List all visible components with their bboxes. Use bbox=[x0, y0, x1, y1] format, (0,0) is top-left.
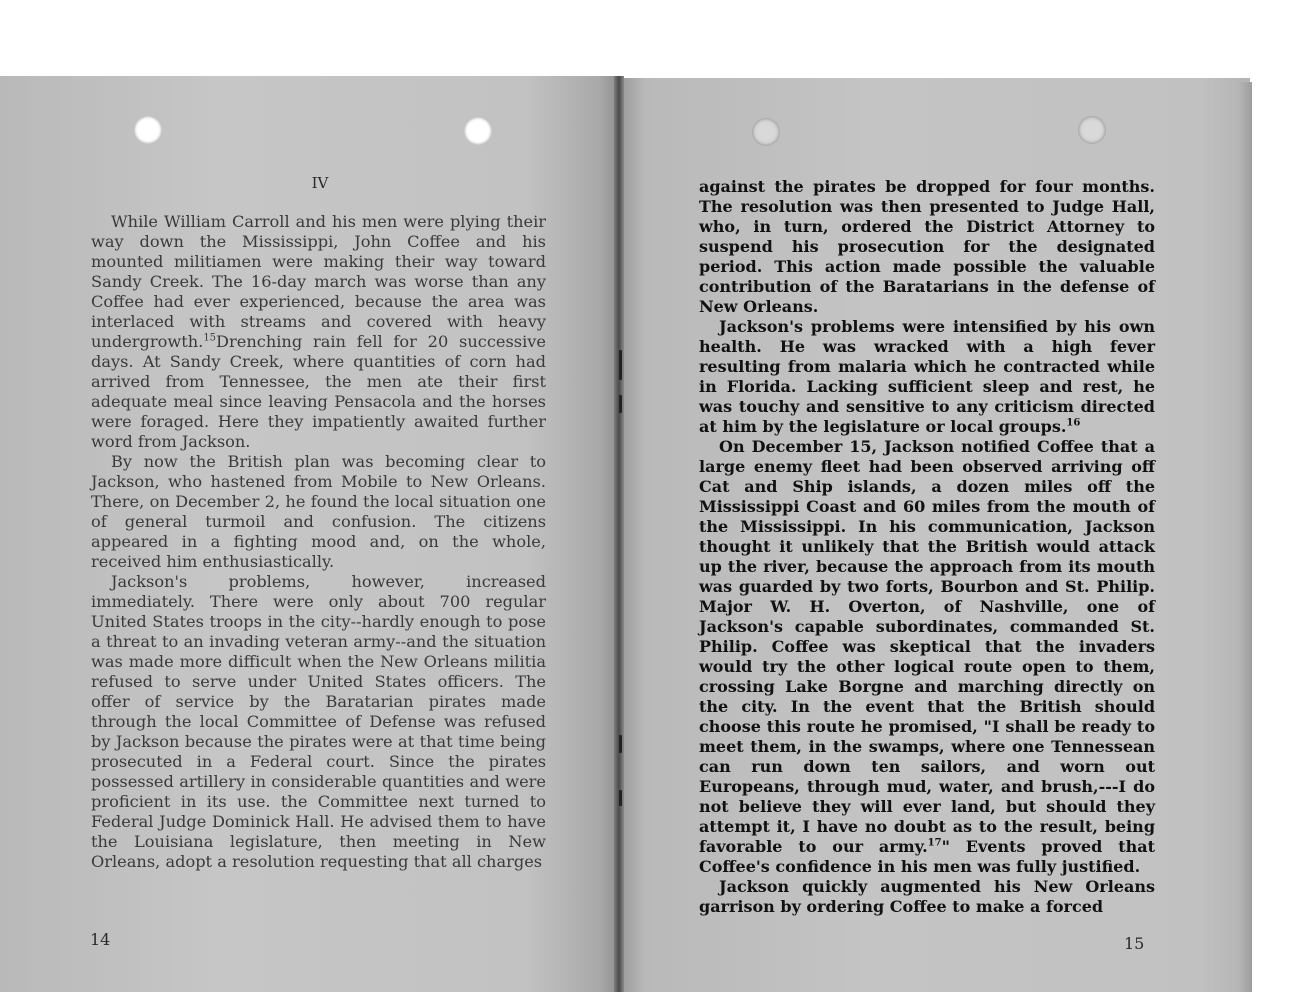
paragraph-text: against the pirates be dropped for four months. The resolution was then presented to Judge Hall, who, in turn, ordered the District Attorney to suspend his prosecution for the designated period. This action made possible the valuable contribution of the Baratarians in the defense of New Orleans. bbox=[699, 177, 1155, 316]
paragraph-text: By now the British plan was becoming clear to Jackson, who hastened from Mobile to New Orleans. There, on December 2, he found the local situation one of general turmoil and confusion. The citizens appeared in a fighting mood and, on the whole, received him enthusiastically. bbox=[91, 452, 546, 571]
paragraph-text: Drenching rain fell for 20 successive days. At Sandy Creek, where quantities of corn had arrived from Tennessee, the men ate their first adequate meal since leaving Pensacola and the horses were foraged. Here they impatiently awaited further word from Jackson. bbox=[91, 332, 546, 451]
paragraph bbox=[91, 452, 546, 572]
footnote-ref: 17 bbox=[927, 837, 942, 849]
paragraph bbox=[91, 572, 546, 872]
page-number: 15 bbox=[1124, 934, 1145, 953]
binding-staple bbox=[619, 735, 622, 753]
binding-hole bbox=[464, 117, 492, 145]
paragraph-text: While William Carroll and his men were plying their way down the Mississippi, John Coffee and his mounted militiamen were making their way toward Sandy Creek. The 16-day march was worse than any Coffee had ever experienced, because the area was interlaced with streams and covered with heavy undergrowth. bbox=[91, 212, 546, 351]
right-page-body bbox=[699, 177, 1155, 917]
binding-hole bbox=[1078, 116, 1106, 144]
binding-hole bbox=[134, 116, 162, 144]
paragraph-text: On December 15, Jackson notified Coffee that a large enemy fleet had been observed arriving off Cat and Ship islands, a dozen miles off the Mississippi Coast and 60 miles from the mouth of the Mississippi. In his communication, Jackson thought it unlikely that the British would attack up the river, because the approach from its mouth was guarded by two forts, Bourbon and St. Philip. Major W. H. Overton, of Nashville, one of Jackson's capable subordinates, commanded St. Philip. Coffee was skeptical that the invaders would try the other logical route open to them, crossing Lake Borgne and marching directly on the city. In the event that the British should choose this route he promised, "I shall be ready to meet them, in the swamps, where one Tennessean can run down ten sailors, and worn out Europeans, through mud, water, and brush,---I do not believe they will ever land, but should they attempt it, I have no doubt as to the result, being favorable to our army. bbox=[699, 437, 1155, 856]
paragraph-text: Jackson quickly augmented his New Orleans garrison by ordering Coffee to make a forced bbox=[699, 877, 1155, 916]
footnote-ref: 16 bbox=[1066, 417, 1081, 429]
binding-staple bbox=[619, 790, 622, 806]
binding-hole bbox=[752, 118, 780, 146]
paragraph bbox=[91, 212, 546, 452]
paragraph bbox=[699, 177, 1155, 317]
paragraph-text: " Events proved that Coffee's confidence in his men was fully justified. bbox=[699, 837, 1155, 876]
chapter-heading: IV bbox=[311, 174, 329, 192]
paragraph-text: Jackson's problems, however, increased immediately. There were only about 700 regular United States troops in the city--hardly enough to pose a threat to an invading veteran army--and the situation was made more difficult when the New Orleans militia refused to serve under United States officers. The offer of service by the Baratarian pirates made through the local Committee of Defense was refused by Jackson because the pirates were at that time being prosecuted in a Federal court. Since the pirates possessed artillery in considerable quantities and were proficient in its use. the Committee next turned to Federal Judge Dominick Hall. He advised them to have the Louisiana legislature, then meeting in New Orleans, adopt a resolution requesting that all charges bbox=[91, 572, 546, 871]
paragraph-text: Jackson's problems were intensified by his own health. He was wracked with a high fever resulting from malaria which he contracted while in Florida. Lacking sufficient sleep and rest, he was touchy and sensitive to any criticism directed at him by the legislature or local groups. bbox=[699, 317, 1155, 436]
paragraph bbox=[699, 437, 1155, 877]
page-edge bbox=[1238, 82, 1252, 992]
paragraph bbox=[699, 877, 1155, 917]
binding-staple bbox=[619, 350, 622, 380]
book-spine bbox=[614, 76, 624, 992]
page-number: 14 bbox=[90, 930, 111, 949]
footnote-ref: 15 bbox=[203, 332, 217, 344]
left-page-body bbox=[91, 212, 546, 872]
paragraph bbox=[699, 317, 1155, 437]
binding-staple bbox=[619, 395, 622, 413]
